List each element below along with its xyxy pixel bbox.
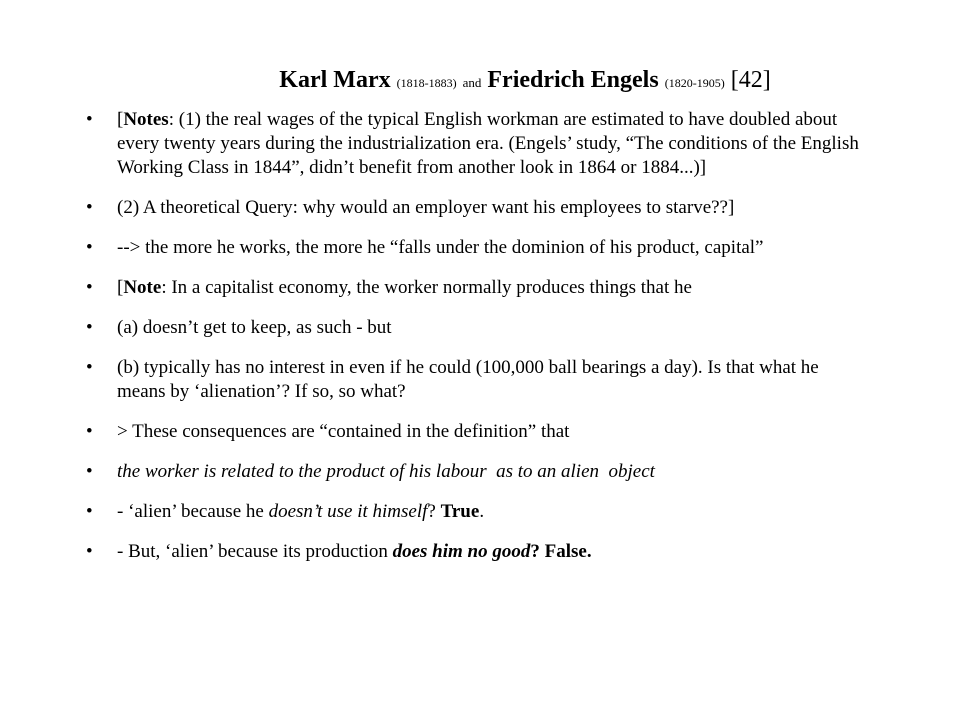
bullet-alien-true-ital: doesn’t use it himself <box>268 501 428 522</box>
bullet-query-text: (2) A theoretical Query: why would an employer want his employees to starve??] <box>117 197 735 218</box>
bullet-b <box>86 356 866 404</box>
bullet-alien-false <box>86 540 866 564</box>
bullet-note-capitalist <box>86 276 866 300</box>
bullet-alien-false-bold: False. <box>544 541 592 562</box>
bullet-alien-true-end: . <box>479 501 485 522</box>
bullet-note-open: [ <box>117 277 124 298</box>
bullet-notes-label: Notes <box>123 109 169 130</box>
bullet-note-text: : In a capitalist economy, the worker normally produces things that he <box>161 277 692 298</box>
bullet-consequences-text: > These consequences are “contained in the definition” that <box>117 421 570 442</box>
title-dates-engels: (1820-1905) <box>664 76 725 90</box>
bullet-list <box>86 108 866 580</box>
bullet-definition <box>86 460 866 484</box>
title-name-engels: Friedrich Engels <box>487 67 659 93</box>
bullet-alien-true-bold: True <box>440 501 480 522</box>
bullet-a <box>86 316 866 340</box>
bullet-alien-true-mid: ? <box>427 501 441 522</box>
bullet-alien-false-mid: ? <box>530 541 545 562</box>
title-dates-marx: (1818-1883) <box>396 76 457 90</box>
title-and: and <box>462 75 482 90</box>
bullet-notes-open: [ <box>117 109 124 130</box>
title-name-marx: Karl Marx <box>279 67 391 93</box>
bullet-dominion <box>86 236 866 260</box>
bullet-query <box>86 196 866 220</box>
bullet-notes <box>86 108 866 180</box>
bullet-note-label: Note <box>123 277 162 298</box>
bullet-alien-true-pre: - ‘alien’ because he <box>117 501 269 522</box>
bullet-consequences <box>86 420 866 444</box>
bullet-b-text: (b) typically has no interest in even if he could (100,000 ball bearings a day). Is that what he means by ‘alienation’? If so, so what? <box>117 357 819 402</box>
bullet-alien-false-bi: does him no good <box>392 541 531 562</box>
bullet-dominion-text: --> the more he works, the more he “falls under the dominion of his product, capital” <box>117 237 764 258</box>
slide-title <box>0 64 960 99</box>
bullet-a-text: (a) doesn’t get to keep, as such - but <box>117 317 392 338</box>
bullet-notes-text: : (1) the real wages of the typical English workman are estimated to have doubled about every twenty years during the industrialization era. (Engels’ study, “The conditions of the English Working Class in 1844”, didn’t benefit from another look in 1864 or 1884...)] <box>117 109 859 178</box>
title-ref: [42] <box>730 67 771 93</box>
bullet-definition-text: the worker is related to the product of his labour as to an alien object <box>117 461 655 482</box>
bullet-alien-false-pre: - But, ‘alien’ because its production <box>117 541 393 562</box>
bullet-alien-true <box>86 500 866 524</box>
